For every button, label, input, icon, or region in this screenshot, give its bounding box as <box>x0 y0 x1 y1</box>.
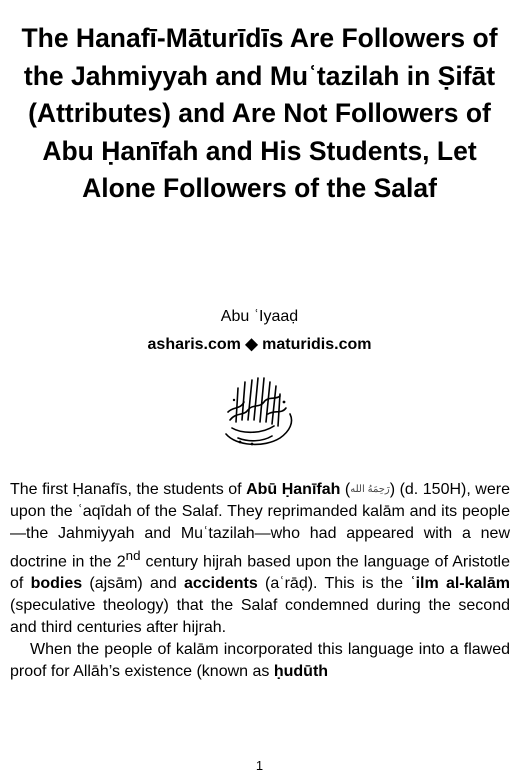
paragraph-2: When the people of kalām incorporated this language into a flawed proof for Allāh’s existence (known as ḥudūth <box>10 641 510 681</box>
diamond-separator-icon: ◆ <box>245 336 258 353</box>
website-asharis[interactable]: asharis.com <box>147 336 241 353</box>
website-maturidis[interactable]: maturidis.com <box>262 336 372 353</box>
author-name: Abu ʿIyaaḍ <box>220 308 299 325</box>
page-title: The Hanafī-Māturīdīs Are Followers of the Jahmiyyah and Muʿtazilah in Ṣifāt (Attributes) and Are Not Followers of Abu Ḥanīfah and His Students, Let Alone Followers of the Salaf <box>21 23 498 203</box>
paragraph-1: The first Ḥanafīs, the students of Abū Ḥanīfah (رَحِمَهُ الله) (d. 150H), were upon the ʿaqīdah of the Salaf. They reprimanded kalām and its people—the Jahmiyyah and Muʿtazilah—who had appeared with a new doctrine in the 2nd century hijrah based upon the language of Aristotle of bodies (ajsām) and accidents (aʿrāḍ). This is the ʿilm al-kalām (speculative theology) that the Salaf condemned during the second and third centuries after hijrah. <box>10 481 510 637</box>
page-number: 1 <box>255 758 264 773</box>
honorific-phrase: رَحِمَهُ الله <box>350 484 390 495</box>
website-links <box>0 335 519 355</box>
basmalah-calligraphy-icon <box>218 372 302 452</box>
article-body <box>10 479 510 683</box>
